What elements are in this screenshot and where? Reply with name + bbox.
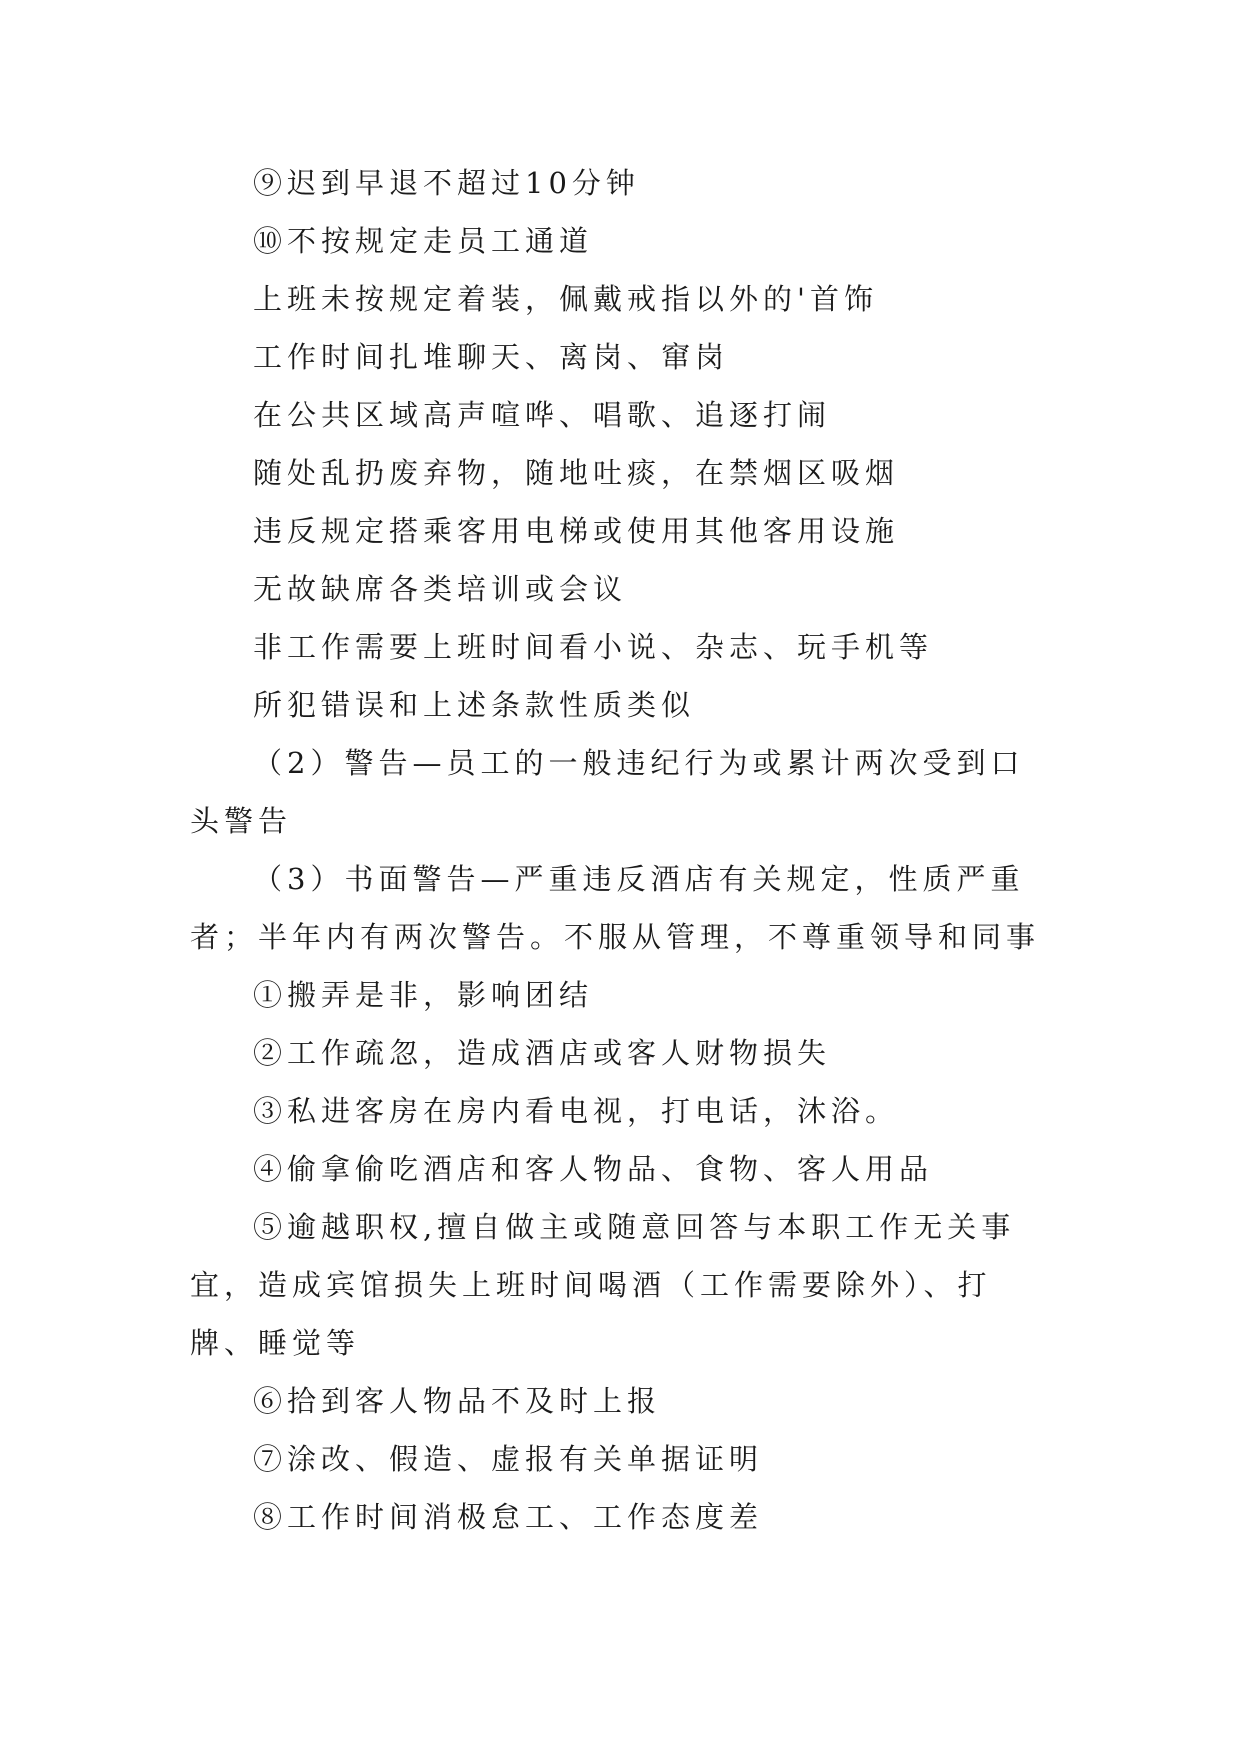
list-item: ①搬弄是非，影响团结 [253,978,594,1012]
list-item: ⑥拾到客人物品不及时上报 [253,1384,662,1418]
list-item: ⑨迟到早退不超过10分钟 [253,166,640,200]
list-item: 随处乱扔废弃物，随地吐痰，在禁烟区吸烟 [253,456,900,490]
list-item: ②工作疏忽，造成酒店或客人财物损失 [253,1036,832,1070]
list-item: ⑦涂改、假造、虚报有关单据证明 [253,1442,764,1476]
item-5-paragraph: ⑤逾越职权,擅自做主或随意回答与本职工作无关事宜，造成宾馆损失上班时间喝酒（工作需要除外）、打牌、睡觉等 [190,1210,1016,1360]
list-item: ④偷拿偷吃酒店和客人物品、食物、客人用品 [253,1152,934,1186]
list-item: ⑧工作时间消极怠工、工作态度差 [253,1500,764,1534]
list-item: ③私进客房在房内看电视，打电话，沐浴。 [253,1094,900,1128]
written-warning-paragraph: （3）书面警告—严重违反酒店有关规定，性质严重者；半年内有两次警告。不服从管理，不尊重领导和同事 [190,862,1041,954]
document-body [190,154,1050,1546]
list-item: 上班未按规定着装，佩戴戒指以外的'首饰 [253,282,878,316]
warning-paragraph: （2）警告—员工的一般违纪行为或累计两次受到口头警告 [190,746,1025,838]
list-item: 所犯错误和上述条款性质类似 [253,688,696,722]
list-item: 无故缺席各类培训或会议 [253,572,628,606]
list-item: 非工作需要上班时间看小说、杂志、玩手机等 [253,630,934,664]
list-item: 违反规定搭乘客用电梯或使用其他客用设施 [253,514,900,548]
list-item: 工作时间扎堆聊天、离岗、窜岗 [253,340,730,374]
list-item: ⑩不按规定走员工通道 [253,224,594,258]
list-item: 在公共区域高声喧哗、唱歌、追逐打闹 [253,398,832,432]
